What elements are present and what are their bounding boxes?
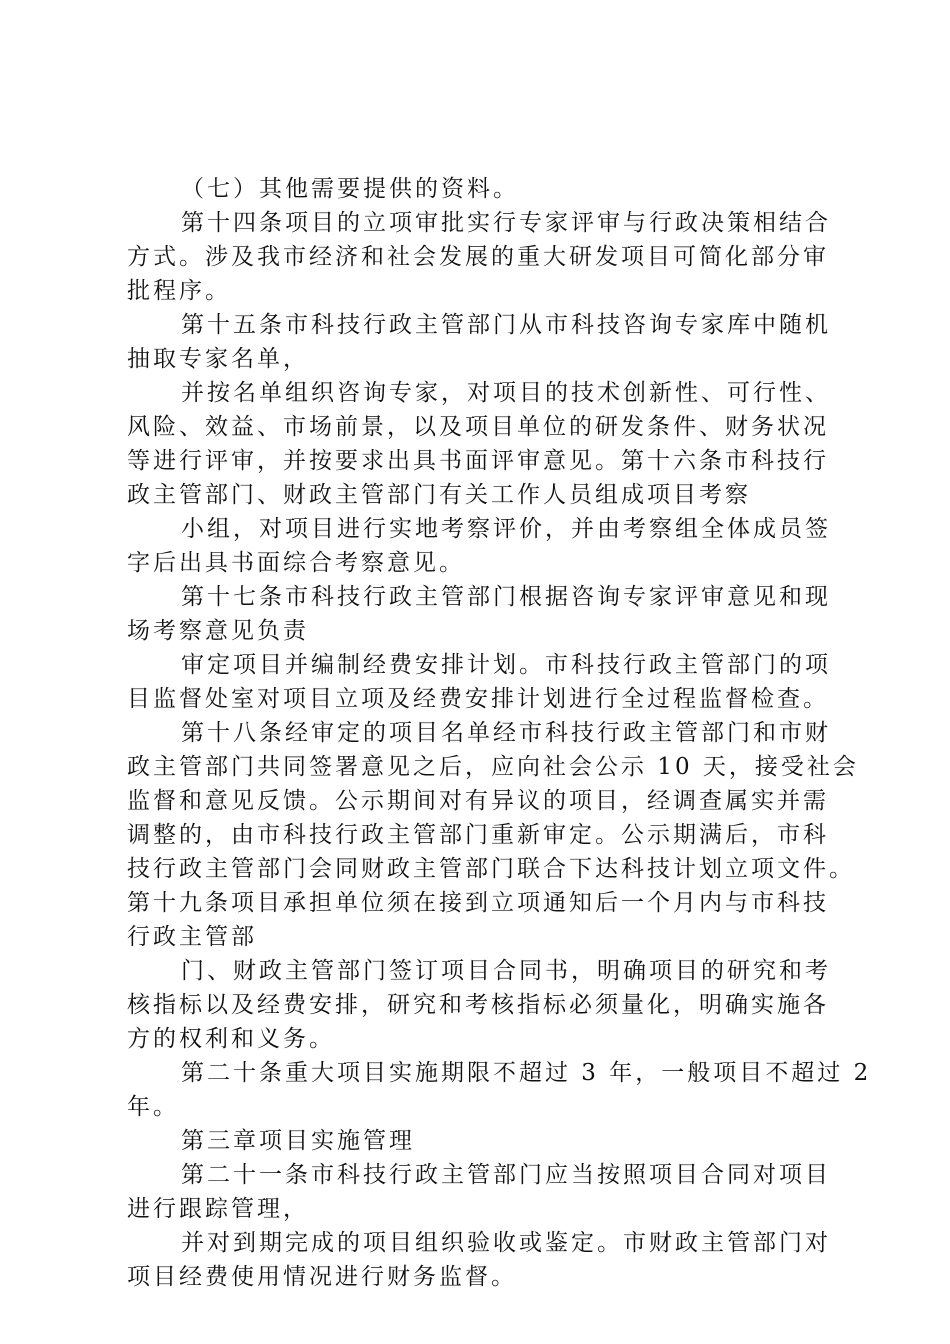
text-line: 调整的，由市科技行政主管部门重新审定。公示期满后，市科 [127, 822, 829, 848]
text-line: 风险、效益、市场前景，以及项目单位的研发条件、财务状况 [127, 414, 829, 440]
text-line: 方的权利和义务。 [127, 1026, 335, 1052]
text-line: （七）其他需要提供的资料。 [181, 176, 519, 202]
text-line: 政主管部门、财政主管部门有关工作人员组成项目考察 [127, 482, 751, 508]
text-line: 并按名单组织咨询专家，对项目的技术创新性、可行性、 [181, 380, 831, 406]
text-line: 年。 [127, 1094, 179, 1120]
text-line: 等进行评审，并按要求出具书面评审意见。第十六条市科技行 [127, 448, 829, 474]
text-line: 场考察意见负责 [127, 618, 309, 644]
text-line: 技行政主管部门会同财政主管部门联合下达科技计划立项文件。 [127, 856, 855, 882]
text-line: 第三章项目实施管理 [181, 1128, 415, 1154]
text-line: 小组，对项目进行实地考察评价，并由考察组全体成员签 [181, 516, 831, 542]
text-line: 政主管部门共同签署意见之后，应向社会公示 10 天，接受社会 [127, 754, 859, 780]
text-line: 项目经费使用情况进行财务监督。 [127, 1264, 517, 1290]
text-line: 门、财政主管部门签订项目合同书，明确项目的研究和考 [181, 958, 831, 984]
text-line: 第十八条经审定的项目名单经市科技行政主管部门和市财 [181, 720, 831, 746]
text-line: 第十四条项目的立项审批实行专家评审与行政决策相结合 [181, 210, 831, 236]
text-line: 字后出具书面综合考察意见。 [127, 550, 465, 576]
document-body [127, 172, 872, 1294]
text-line: 第二十条重大项目实施期限不超过 3 年，一般项目不超过 2 [181, 1060, 872, 1086]
text-line: 行政主管部 [127, 924, 257, 950]
text-line: 第十五条市科技行政主管部门从市科技咨询专家库中随机 [181, 312, 831, 338]
text-line: 抽取专家名单， [127, 346, 309, 372]
text-line: 并对到期完成的项目组织验收或鉴定。市财政主管部门对 [181, 1230, 831, 1256]
text-line: 第十七条市科技行政主管部门根据咨询专家评审意见和现 [181, 584, 831, 610]
text-line: 方式。涉及我市经济和社会发展的重大研发项目可简化部分审 [127, 244, 829, 270]
text-line: 目监督处室对项目立项及经费安排计划进行全过程监督检查。 [127, 686, 829, 712]
text-line: 第二十一条市科技行政主管部门应当按照项目合同对项目 [181, 1162, 831, 1188]
text-line: 第十九条项目承担单位须在接到立项通知后一个月内与市科技 [127, 890, 829, 916]
text-line: 进行跟踪管理， [127, 1196, 309, 1222]
text-line: 核指标以及经费安排，研究和考核指标必须量化，明确实施各 [127, 992, 829, 1018]
text-line: 批程序。 [127, 278, 231, 304]
text-line: 监督和意见反馈。公示期间对有异议的项目，经调查属实并需 [127, 788, 829, 814]
text-line: 审定项目并编制经费安排计划。市科技行政主管部门的项 [181, 652, 831, 678]
